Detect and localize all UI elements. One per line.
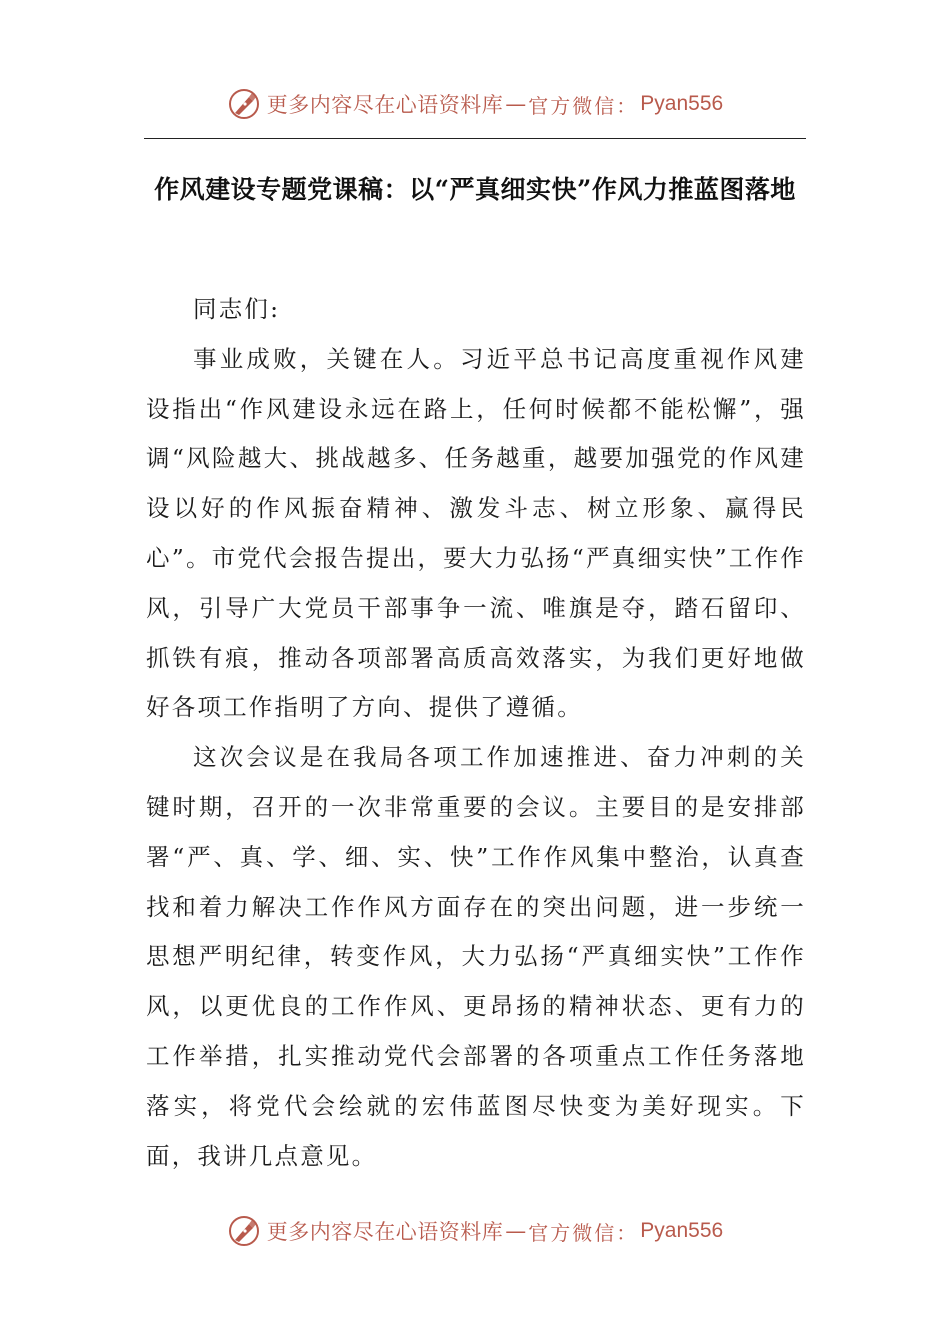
document-title: 作风建设专题党课稿：以“严真细实快”作风力推蓝图落地 [154,175,796,204]
footer-banner [0,1209,950,1253]
body-paragraph: 这次会议是在我局各项工作加速推进、奋力冲刺的关键时期，召开的一次非常重要的会议。主要目的是安排部署“严、真、学、细、实、快”工作作风集中整治，认真查找和着力解决工作作风方面存在的突出问题，进一步统一思想严明纪律，转变作风，大力弘扬“严真细实快”工作作风，以更优良的工作作风、更昂扬的精神状态、更有力的工作举措，扎实推动党代会部署的各项重点工作任务落地落实，将党代会绘就的宏伟蓝图尽快变为美好现实。下面，我讲几点意见。 [146,743,806,1170]
banner-label: 官方微信： [528,93,639,118]
document-body [146,285,806,1181]
banner-wechat-id: Pyan556 [640,92,724,115]
banner-dash: — [505,92,527,116]
header-divider [144,138,806,139]
banner-brand: 更多内容尽在心语资料库 [266,1220,504,1244]
header-banner [0,82,950,126]
banner-dash: — [505,1219,527,1243]
banner-wechat-id: Pyan556 [640,1219,724,1242]
pen-nib-circle-icon [227,87,261,121]
banner-brand: 更多内容尽在心语资料库 [266,93,504,117]
body-paragraph: 事业成败，关键在人。习近平总书记高度重视作风建设指出“作风建设永远在路上，任何时候都不能松懈”，强调“风险越大、挑战越多、任务越重，越要加强党的作风建设以好的作风振奋精神、激发斗志、树立形象、赢得民心”。市党代会报告提出，要大力弘扬“严真细实快”工作作风，引导广大党员干部事争一流、唯旗是夺，踏石留印、抓铁有痕，推动各项部署高质高效落实，为我们更好地做好各项工作指明了方向、提供了遵循。 [146,344,806,722]
banner-label: 官方微信： [528,1220,639,1245]
salutation: 同志们: [193,295,281,323]
pen-nib-circle-icon [227,1214,261,1248]
